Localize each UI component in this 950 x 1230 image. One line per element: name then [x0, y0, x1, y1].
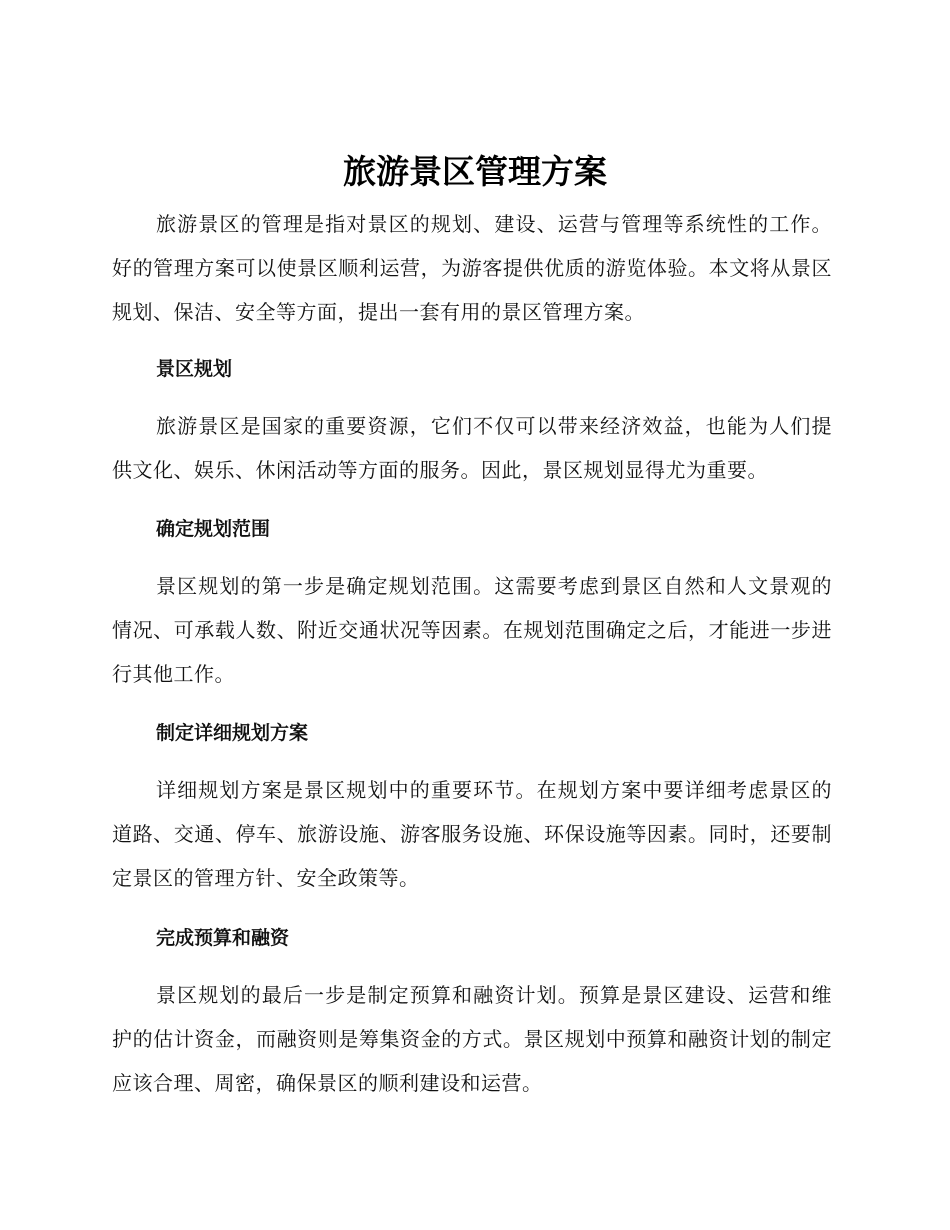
- section-body-budget-financing: 景区规划的最后一步是制定预算和融资计划。预算是景区建设、运营和维护的估计资金，而融资则是筹集资金的方式。景区规划中预算和融资计划的制定应该合理、周密，确保景区的顺利建设和运营。: [112, 983, 832, 1095]
- document-title: 旅游景区管理方案: [343, 152, 607, 191]
- section-body-planning-scope: 景区规划的第一步是确定规划范围。这需要考虑到景区自然和人文景观的情况、可承载人数、附近交通状况等因素。在规划范围确定之后，才能进一步进行其他工作。: [112, 574, 832, 686]
- section-body-detailed-plan: 详细规划方案是景区规划中的重要环节。在规划方案中要详细考虑景区的道路、交通、停车、旅游设施、游客服务设施、环保设施等因素。同时，还要制定景区的管理方针、安全政策等。: [112, 778, 832, 890]
- section-heading-scenic-planning: 景区规划: [156, 358, 233, 380]
- section-body-scenic-planning: 旅游景区是国家的重要资源，它们不仅可以带来经济效益，也能为人们提供文化、娱乐、休闲活动等方面的服务。因此，景区规划显得尤为重要。: [112, 414, 832, 482]
- section-heading-budget-financing: 完成预算和融资: [156, 927, 290, 949]
- intro-paragraph: 旅游景区的管理是指对景区的规划、建设、运营与管理等系统性的工作。好的管理方案可以使景区顺利运营，为游客提供优质的游览体验。本文将从景区规划、保洁、安全等方面，提出一套有用的景区管理方案。: [112, 212, 832, 324]
- section-heading-planning-scope: 确定规划范围: [156, 518, 271, 540]
- section-heading-detailed-plan: 制定详细规划方案: [156, 722, 309, 744]
